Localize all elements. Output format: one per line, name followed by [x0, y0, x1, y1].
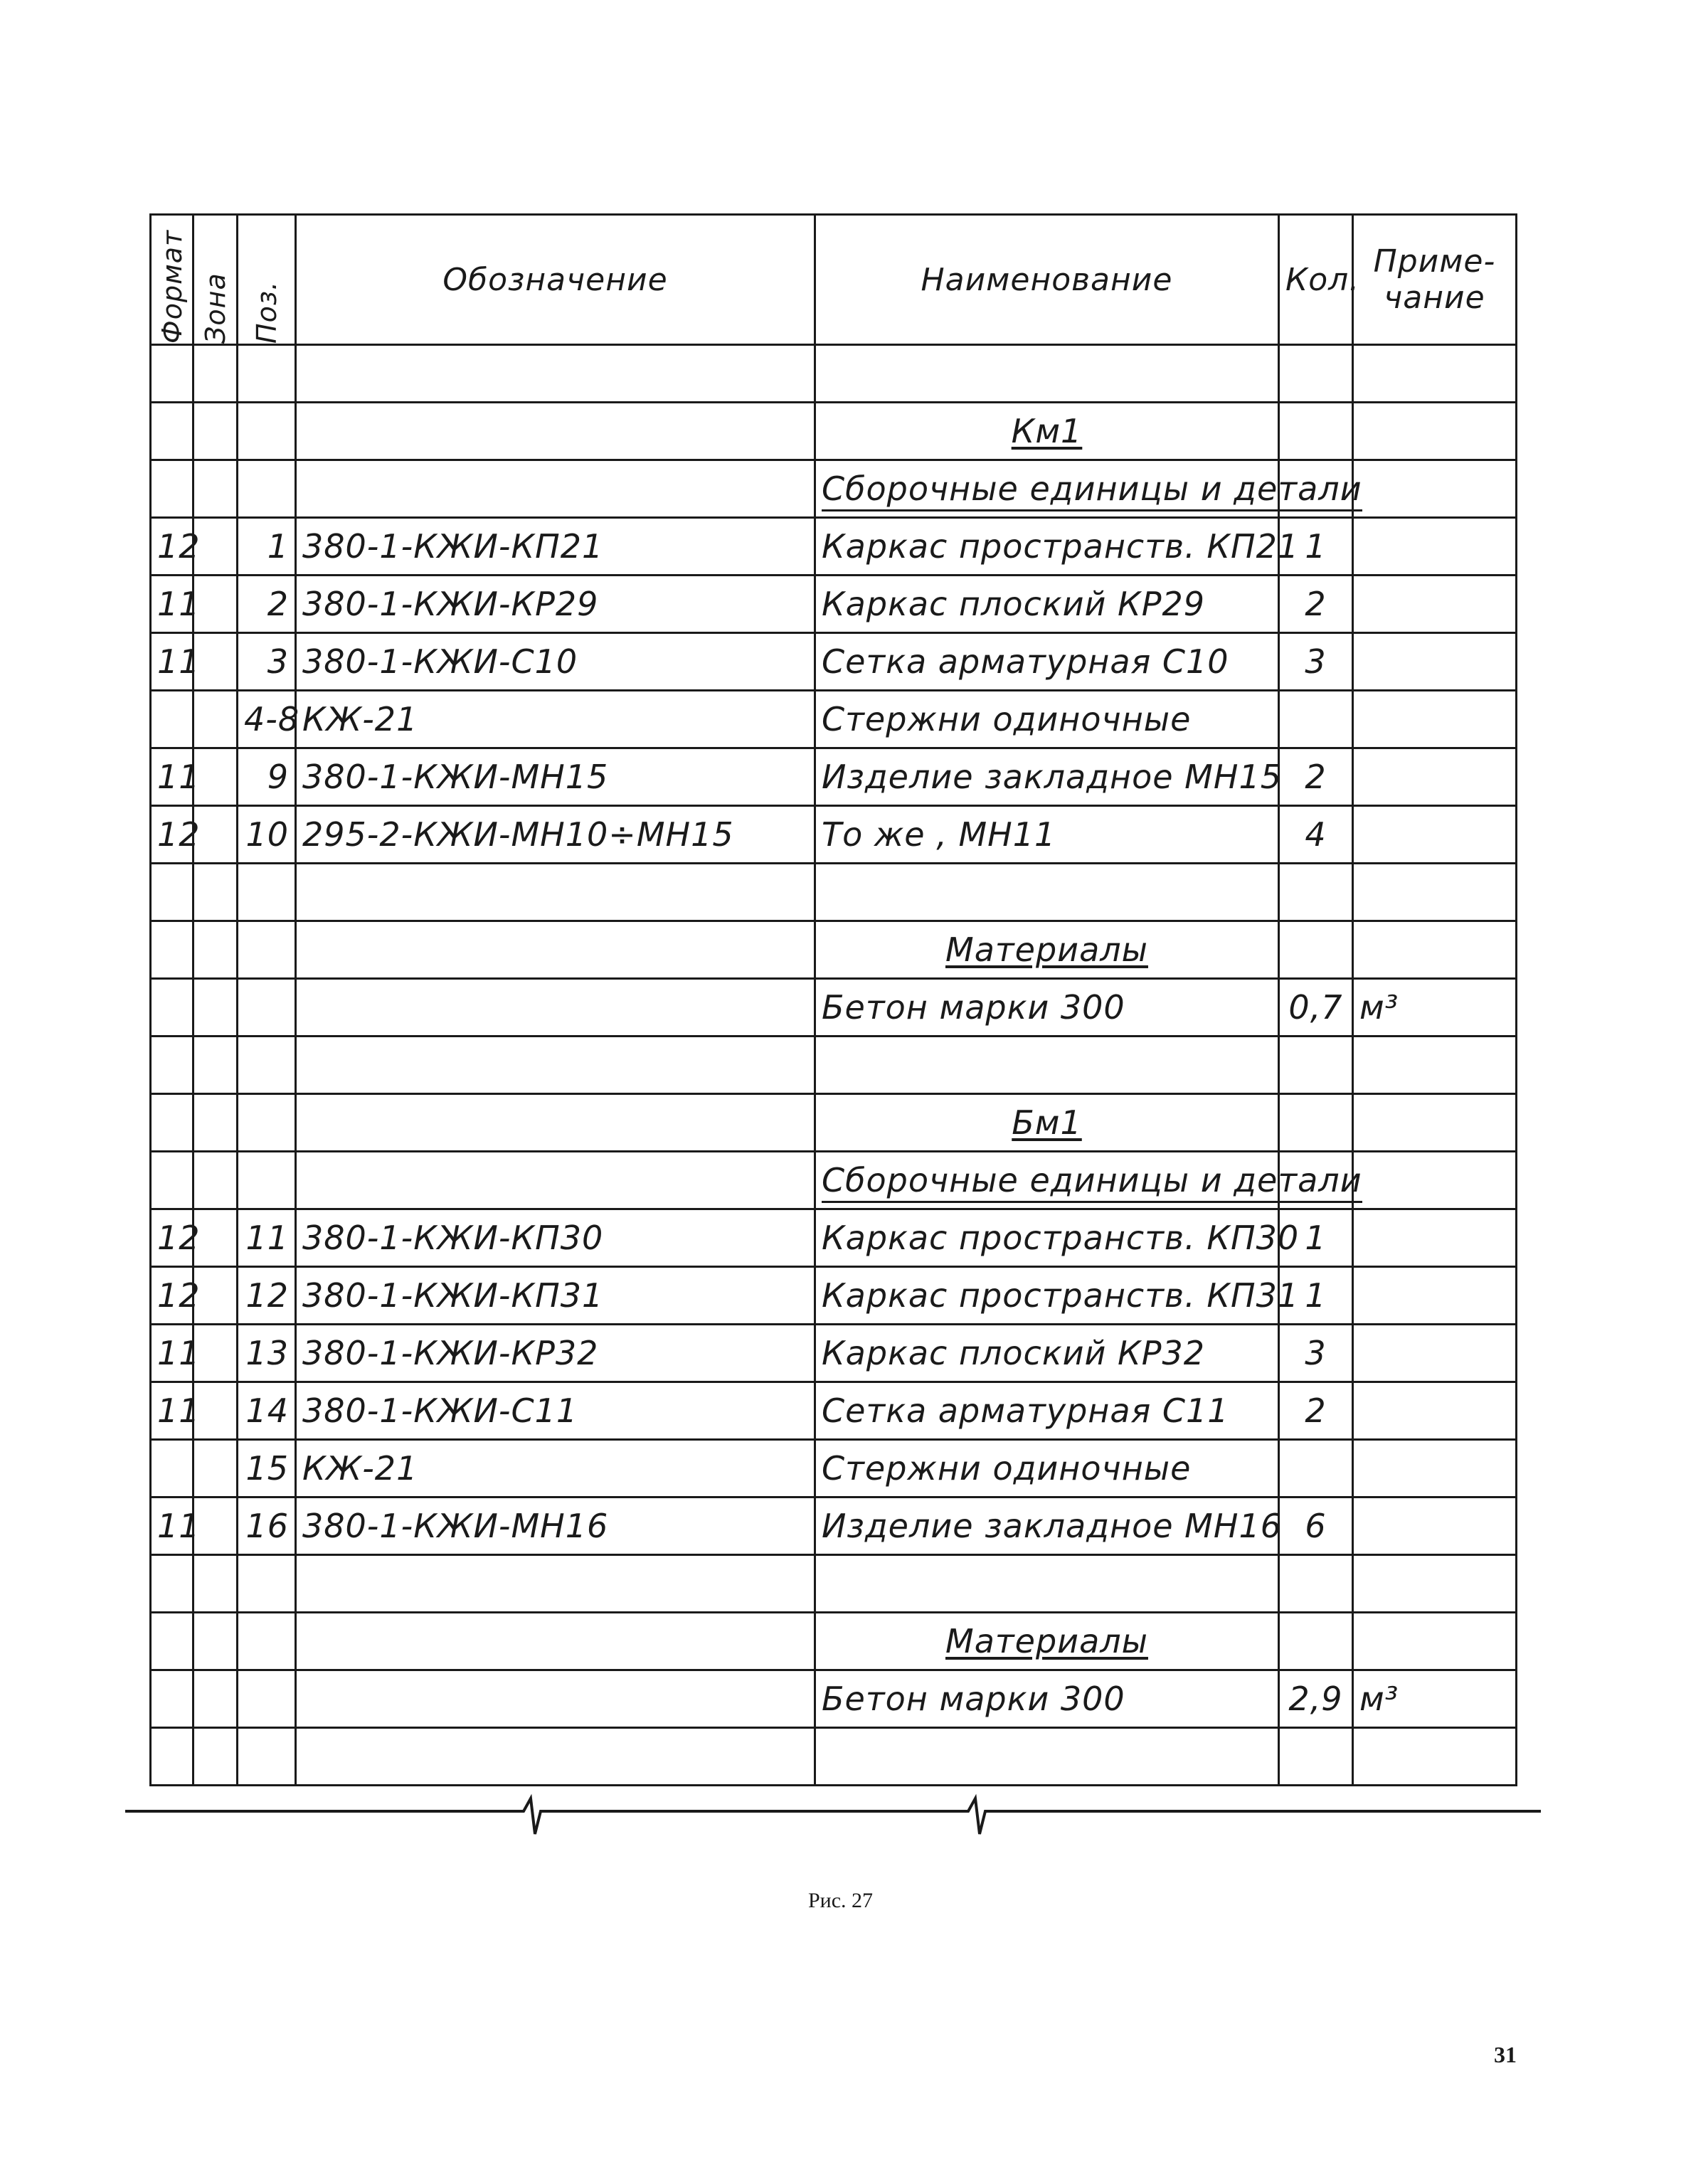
header-qty: Кол. — [1279, 215, 1353, 345]
cell-note: м³ — [1353, 1670, 1517, 1728]
cell-note: м³ — [1353, 979, 1517, 1037]
cell-qty — [1279, 864, 1353, 921]
cell-zone — [193, 864, 238, 921]
cell-name — [815, 921, 1279, 979]
cell-qty: 3 — [1279, 1325, 1353, 1382]
cell-note — [1353, 518, 1517, 576]
cell-zone — [193, 979, 238, 1037]
cell-designation: КЖ-21 — [296, 1440, 815, 1497]
cell-qty: 2,9 — [1279, 1670, 1353, 1728]
cell-qty — [1279, 921, 1353, 979]
cell-qty: 2 — [1279, 576, 1353, 633]
cell-name — [815, 1037, 1279, 1094]
table-row — [151, 806, 1517, 864]
cell-designation — [296, 1094, 815, 1152]
table-row — [151, 1728, 1517, 1786]
cell-name: Бетон марки 300 — [815, 979, 1279, 1037]
cell-designation — [296, 1555, 815, 1613]
cell-name: Каркас пространств. КП30 — [815, 1209, 1279, 1267]
cell-qty: 1 — [1279, 1209, 1353, 1267]
table-header-row — [151, 215, 1517, 345]
cell-zone — [193, 1440, 238, 1497]
cell-designation — [296, 1152, 815, 1209]
header-note — [1353, 215, 1517, 345]
cell-format — [151, 864, 193, 921]
cell-qty: 2 — [1279, 748, 1353, 806]
cell-designation — [296, 921, 815, 979]
cell-qty — [1279, 1613, 1353, 1670]
cell-name: Стержни одиночные — [815, 691, 1279, 748]
cell-qty: 2 — [1279, 1382, 1353, 1440]
cell-note — [1353, 806, 1517, 864]
cell-format — [151, 1152, 193, 1209]
cell-pos: 14 — [238, 1382, 296, 1440]
cell-format: 11 — [151, 1382, 193, 1440]
cell-designation — [296, 403, 815, 460]
cell-format — [151, 921, 193, 979]
cell-zone — [193, 1094, 238, 1152]
cell-pos — [238, 979, 296, 1037]
header-pos: Поз. — [238, 215, 296, 345]
cell-zone — [193, 1613, 238, 1670]
header-format: Формат — [151, 215, 193, 345]
cell-format — [151, 1555, 193, 1613]
cell-designation: 380-1-КЖИ-С11 — [296, 1382, 815, 1440]
table-row — [151, 576, 1517, 633]
cell-format: 12 — [151, 1267, 193, 1325]
figure-caption: Рис. 27 — [807, 1889, 874, 1912]
cell-designation — [296, 1613, 815, 1670]
cell-pos — [238, 345, 296, 403]
cell-zone — [193, 1152, 238, 1209]
cell-pos — [238, 921, 296, 979]
table-row — [151, 1267, 1517, 1325]
cell-name: Сетка арматурная С11 — [815, 1382, 1279, 1440]
cell-note — [1353, 1382, 1517, 1440]
cell-pos: 2 — [238, 576, 296, 633]
cell-name — [815, 460, 1362, 518]
cell-pos: 10 — [238, 806, 296, 864]
table-row — [151, 1613, 1517, 1670]
cell-format: 12 — [151, 1209, 193, 1267]
table-row — [151, 403, 1517, 460]
cell-qty: 1 — [1279, 518, 1353, 576]
cell-pos — [238, 1094, 296, 1152]
cell-name — [815, 403, 1279, 460]
cell-note — [1353, 1728, 1517, 1786]
cell-note — [1353, 1497, 1517, 1555]
cell-format: 11 — [151, 1497, 193, 1555]
cell-format — [151, 460, 193, 518]
cell-name: Каркас пространств. КП31 — [815, 1267, 1279, 1325]
header-name: Наименование — [815, 215, 1279, 345]
table-row — [151, 460, 1517, 518]
cell-pos: 11 — [238, 1209, 296, 1267]
cell-pos: 1 — [238, 518, 296, 576]
cell-note — [1353, 1209, 1517, 1267]
cell-pos — [238, 864, 296, 921]
cell-designation: 380-1-КЖИ-С10 — [296, 633, 815, 691]
cell-qty — [1279, 691, 1353, 748]
cell-qty: 1 — [1279, 1267, 1353, 1325]
cell-name: Изделие закладное МН15 — [815, 748, 1279, 806]
cell-note — [1353, 403, 1517, 460]
cell-designation: 380-1-КЖИ-МН16 — [296, 1497, 815, 1555]
cell-format — [151, 1037, 193, 1094]
cell-note — [1353, 345, 1517, 403]
section-title: Материалы — [945, 931, 1148, 969]
cell-designation: 380-1-КЖИ-КП30 — [296, 1209, 815, 1267]
cell-format — [151, 979, 193, 1037]
table-row — [151, 1152, 1517, 1209]
cell-name — [815, 345, 1279, 403]
cell-format: 11 — [151, 576, 193, 633]
table-break-line — [125, 1806, 1541, 1848]
cell-note — [1353, 1613, 1517, 1670]
specification-table — [149, 213, 1517, 1786]
cell-designation — [296, 1037, 815, 1094]
cell-designation: КЖ-21 — [296, 691, 815, 748]
cell-qty: 6 — [1279, 1497, 1353, 1555]
cell-pos: 15 — [238, 1440, 296, 1497]
cell-pos: 9 — [238, 748, 296, 806]
cell-zone — [193, 345, 238, 403]
cell-qty — [1279, 1440, 1353, 1497]
cell-pos — [238, 1728, 296, 1786]
cell-name — [815, 1728, 1279, 1786]
cell-format — [151, 1613, 193, 1670]
cell-format: 11 — [151, 1325, 193, 1382]
table-row — [151, 1497, 1517, 1555]
cell-pos: 12 — [238, 1267, 296, 1325]
table-row — [151, 979, 1517, 1037]
cell-note — [1353, 1152, 1517, 1209]
cell-pos: 13 — [238, 1325, 296, 1382]
cell-name: Каркас пространств. КП21 — [815, 518, 1279, 576]
cell-designation: 380-1-КЖИ-КР32 — [296, 1325, 815, 1382]
cell-name — [815, 864, 1279, 921]
cell-qty — [1279, 1555, 1353, 1613]
table-row — [151, 633, 1517, 691]
cell-name — [815, 1152, 1362, 1209]
cell-pos: 3 — [238, 633, 296, 691]
table-row — [151, 1325, 1517, 1382]
cell-note — [1353, 1094, 1517, 1152]
cell-format — [151, 1440, 193, 1497]
cell-designation — [296, 1728, 815, 1786]
subsection-title: Сборочные единицы и детали — [822, 1161, 1362, 1203]
table-row — [151, 518, 1517, 576]
cell-name: Каркас плоский КР29 — [815, 576, 1279, 633]
cell-note — [1353, 1325, 1517, 1382]
cell-designation: 380-1-КЖИ-МН15 — [296, 748, 815, 806]
cell-format: 12 — [151, 518, 193, 576]
header-note-line2: чание — [1384, 280, 1485, 316]
cell-qty — [1279, 1094, 1353, 1152]
cell-format: 11 — [151, 633, 193, 691]
cell-format: 12 — [151, 806, 193, 864]
cell-qty: 3 — [1279, 633, 1353, 691]
cell-qty — [1279, 345, 1353, 403]
table-row — [151, 1094, 1517, 1152]
cell-designation — [296, 864, 815, 921]
cell-qty — [1279, 1037, 1353, 1094]
cell-note — [1353, 748, 1517, 806]
header-designation: Обозначение — [296, 215, 815, 345]
header-note-line1: Приме- — [1373, 243, 1496, 280]
cell-note — [1353, 1555, 1517, 1613]
cell-format — [151, 1728, 193, 1786]
cell-zone — [193, 1670, 238, 1728]
cell-zone — [193, 1555, 238, 1613]
cell-pos — [238, 460, 296, 518]
cell-note — [1353, 691, 1517, 748]
header-zone: Зона — [193, 215, 238, 345]
cell-zone — [193, 1728, 238, 1786]
cell-designation: 380-1-КЖИ-КП21 — [296, 518, 815, 576]
cell-qty: 0,7 — [1279, 979, 1353, 1037]
cell-note — [1353, 864, 1517, 921]
section-title: Бм1 — [1012, 1103, 1082, 1142]
cell-qty — [1279, 1728, 1353, 1786]
cell-format: 11 — [151, 748, 193, 806]
cell-name: Каркас плоский КР32 — [815, 1325, 1279, 1382]
cell-designation — [296, 460, 815, 518]
cell-designation: 295-2-КЖИ-МН10÷МН15 — [296, 806, 815, 864]
cell-pos — [238, 1670, 296, 1728]
cell-format — [151, 691, 193, 748]
table-row — [151, 748, 1517, 806]
section-title: Материалы — [945, 1622, 1148, 1660]
cell-pos: 16 — [238, 1497, 296, 1555]
cell-note — [1353, 921, 1517, 979]
cell-format — [151, 345, 193, 403]
cell-pos — [238, 1037, 296, 1094]
cell-note — [1353, 1267, 1517, 1325]
table-row — [151, 921, 1517, 979]
cell-note — [1353, 460, 1517, 518]
cell-name — [815, 1613, 1279, 1670]
cell-qty — [1279, 403, 1353, 460]
cell-note — [1353, 1037, 1517, 1094]
cell-name — [815, 1555, 1279, 1613]
cell-name: Бетон марки 300 — [815, 1670, 1279, 1728]
subsection-title: Сборочные единицы и детали — [822, 470, 1362, 511]
cell-name: Изделие закладное МН16 — [815, 1497, 1279, 1555]
cell-pos — [238, 1555, 296, 1613]
cell-zone — [193, 691, 238, 748]
cell-name: Сетка арматурная С10 — [815, 633, 1279, 691]
cell-designation: 380-1-КЖИ-КП31 — [296, 1267, 815, 1325]
cell-zone — [193, 1037, 238, 1094]
cell-name — [815, 1094, 1279, 1152]
cell-name: То же , МН11 — [815, 806, 1279, 864]
table-row — [151, 1670, 1517, 1728]
cell-zone — [193, 460, 238, 518]
cell-pos — [238, 1613, 296, 1670]
cell-format — [151, 403, 193, 460]
table-row — [151, 1440, 1517, 1497]
cell-note — [1353, 1440, 1517, 1497]
cell-designation — [296, 345, 815, 403]
cell-name: Стержни одиночные — [815, 1440, 1279, 1497]
cell-designation — [296, 979, 815, 1037]
table-row — [151, 1037, 1517, 1094]
cell-pos — [238, 403, 296, 460]
cell-designation: 380-1-КЖИ-КР29 — [296, 576, 815, 633]
cell-designation — [296, 1670, 815, 1728]
table-row — [151, 691, 1517, 748]
cell-pos — [238, 1152, 296, 1209]
cell-note — [1353, 576, 1517, 633]
table-row — [151, 1555, 1517, 1613]
page-number: 31 — [1494, 2042, 1517, 2067]
cell-zone — [193, 921, 238, 979]
cell-format — [151, 1094, 193, 1152]
cell-qty: 4 — [1279, 806, 1353, 864]
table-row — [151, 1382, 1517, 1440]
cell-note — [1353, 633, 1517, 691]
cell-pos: 4-8 — [238, 691, 296, 748]
section-title: Км1 — [1011, 412, 1083, 450]
cell-format — [151, 1670, 193, 1728]
cell-zone — [193, 403, 238, 460]
table-row — [151, 345, 1517, 403]
table-row — [151, 1209, 1517, 1267]
table-row — [151, 864, 1517, 921]
